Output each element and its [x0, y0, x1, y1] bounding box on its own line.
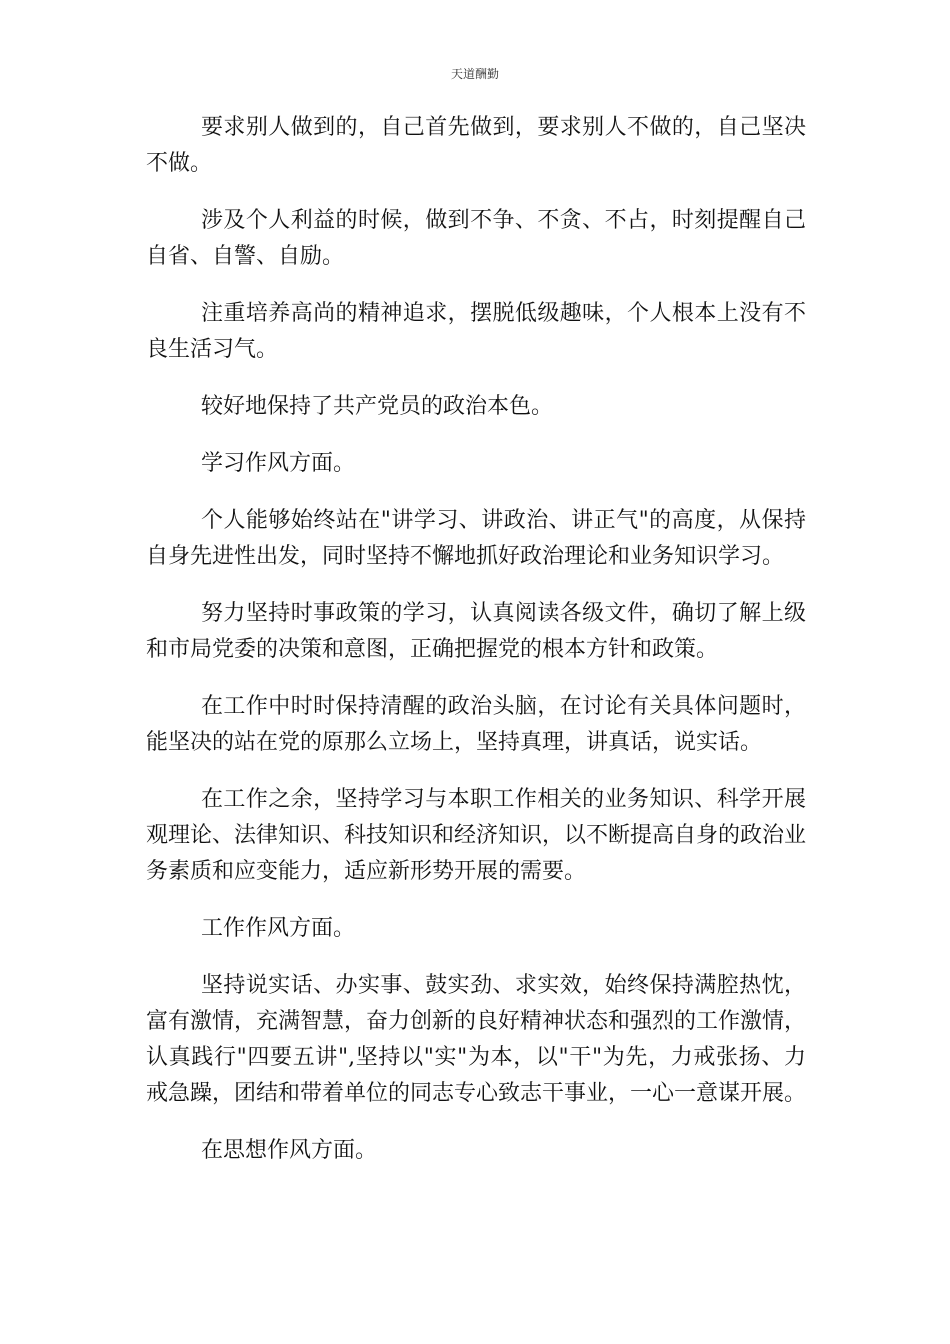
section-heading: 学习作风方面。	[201, 451, 356, 476]
paragraph: 较好地保持了共产党员的政治本色。	[201, 394, 554, 419]
paragraph: 个人能够始终站在"讲学习、讲政治、讲正气"的高度，从保持自身先进性出发，同时坚持不懈地抓好政治理论和业务知识学习。	[146, 508, 806, 569]
paragraph: 涉及个人利益的时候，做到不争、不贪、不占，时刻提醒自己自省、自警、自励。	[146, 208, 806, 269]
paragraph: 注重培养高尚的精神追求，摆脱低级趣味，个人根本上没有不良生活习气。	[146, 301, 806, 362]
page-header: 天道酬勤	[450, 67, 499, 81]
paragraph: 在工作中时时保持清醒的政治头脑，在讨论有关具体问题时，能坚决的站在党的原那么立场上，坚持真理，讲真话，说实话。	[146, 694, 806, 755]
paragraph: 努力坚持时事政策的学习，认真阅读各级文件，确切了解上级和市局党委的决策和意图，正确把握党的根本方针和政策。	[146, 601, 806, 662]
document-body	[146, 110, 806, 1190]
paragraph: 在工作之余，坚持学习与本职工作相关的业务知识、科学开展观理论、法律知识、科技知识和经济知识，以不断提高自身的政治业务素质和应变能力，适应新形势开展的需要。	[146, 787, 807, 884]
section-heading: 工作作风方面。	[201, 916, 356, 941]
paragraph: 坚持说实话、办实事、鼓实劲、求实效，始终保持满腔热忱，富有激情，充满智慧，奋力创新的良好精神状态和强烈的工作激情，认真践行"四要五讲",坚持以"实"为本，以"干"为先，力戒张扬、力戒急躁，团结和带着单位的同志专心致志干事业，一心一意谋开展。	[146, 973, 807, 1106]
section-heading: 在思想作风方面。	[201, 1138, 378, 1163]
paragraph: 要求别人做到的，自己首先做到，要求别人不做的，自己坚决不做。	[146, 115, 806, 176]
